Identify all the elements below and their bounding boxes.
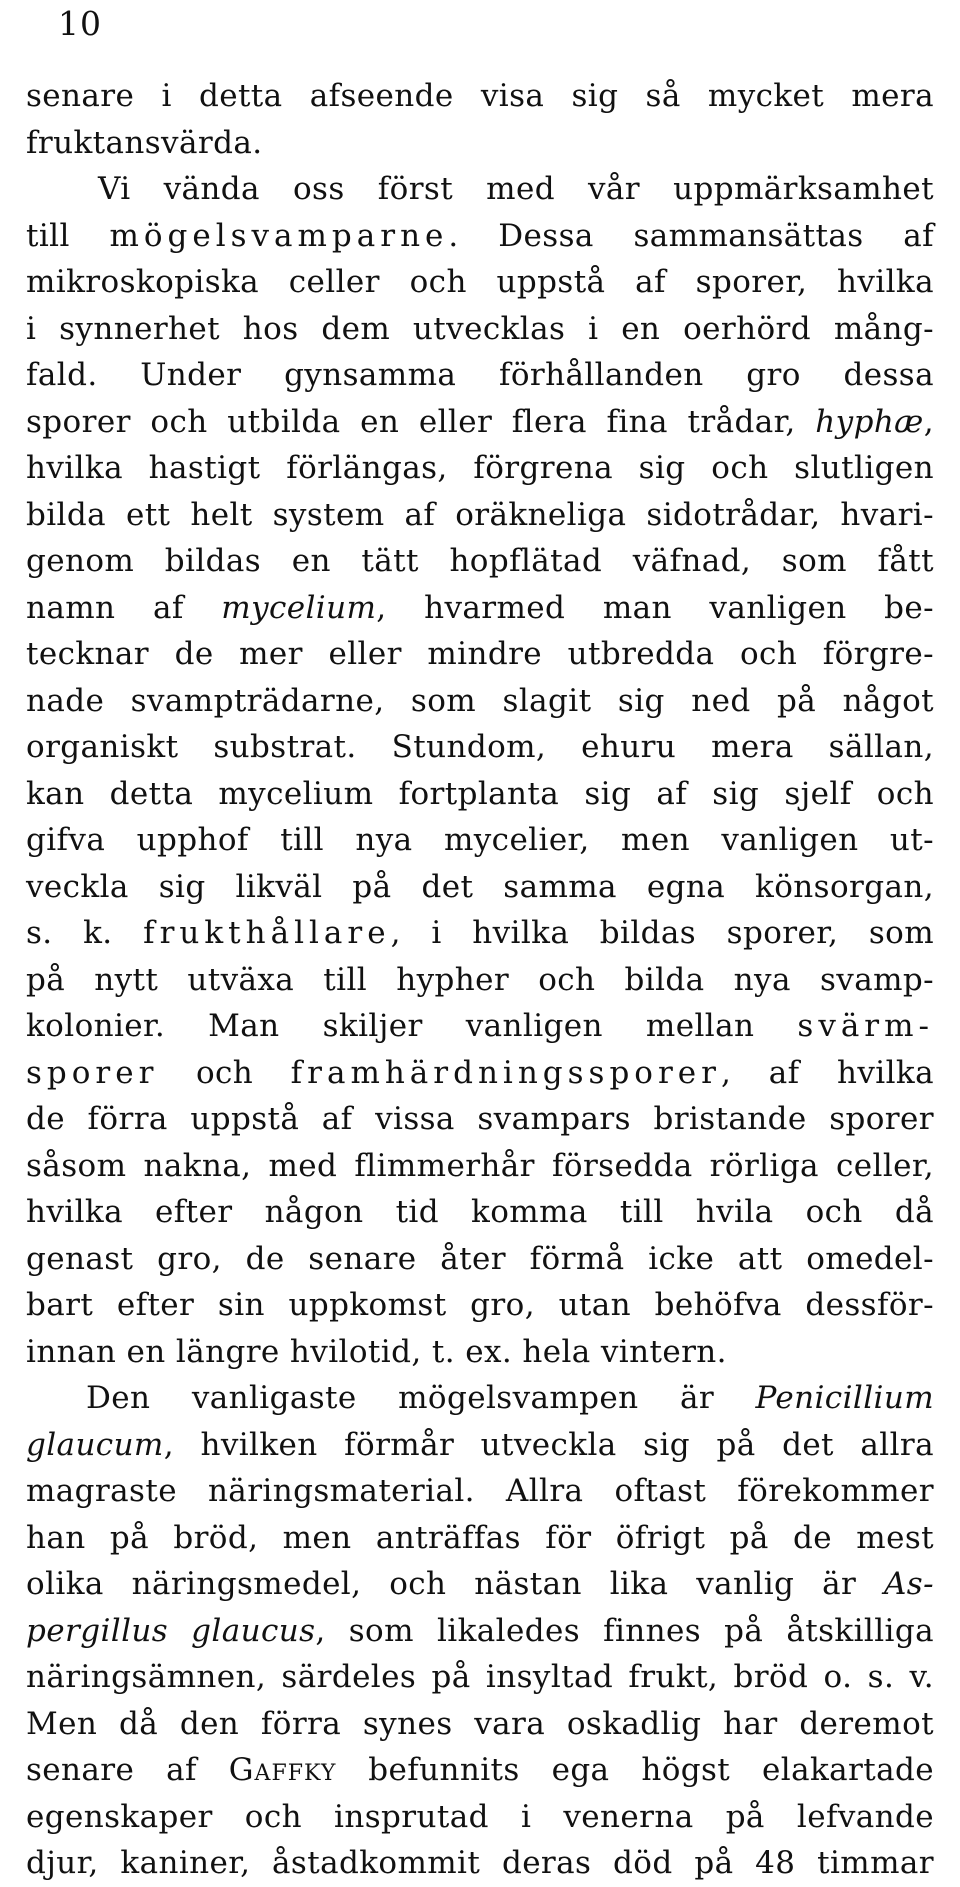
spaced-term: sporer [26, 1054, 159, 1091]
text-line: sporer och framhärdningssporer, af hvilka [26, 1054, 934, 1091]
text-line: pergillus glaucus, som likaledes finnes på åtskilliga [26, 1612, 934, 1649]
text-line: egenskaper och insprutad i venerna på lefvande [26, 1798, 934, 1835]
text-line: veckla sig likväl på det samma egna könsorgan, [26, 868, 934, 905]
text-line: han på bröd, men anträffas för öfrigt på de mest [26, 1519, 934, 1556]
text-line: bilda ett helt system af oräkneliga sidotrådar, hvari- [26, 496, 934, 533]
text-line: tecknar de mer eller mindre utbredda och förgre- [26, 636, 934, 672]
text-line: djur, kaniner, åstadkommit deras död på 48 timmar [26, 1845, 934, 1881]
text-line: senare af Gaffky befunnits ega högst elakartade [26, 1752, 935, 1788]
text-line: kan detta mycelium fortplanta sig af sig sjelf och [26, 775, 934, 812]
text-line: mikroskopiska celler och uppstå af sporer, hvilka [26, 264, 934, 300]
italic-term: glaucum [26, 1426, 164, 1463]
text-line: såsom nakna, med flimmerhår försedda rörliga celler, [26, 1147, 934, 1184]
text-line: genast gro, de senare åter förmå icke att omedel- [26, 1240, 934, 1277]
text-line: fruktansvärda. [26, 124, 263, 161]
small-caps-name: Gaffky [228, 1752, 337, 1788]
spaced-term: mögelsvamparne [109, 217, 449, 254]
text-line: namn af mycelium, hvarmed man vanligen be- [26, 589, 934, 626]
text-line: bart efter sin uppkomst gro, utan behöfva dessför- [26, 1287, 934, 1323]
text-line: Den vanligaste mögelsvampen är Penicillium [86, 1380, 934, 1416]
page-number: 10 [58, 4, 102, 43]
text-line: innan en längre hvilotid, t. ex. hela vintern. [26, 1333, 727, 1370]
text-line: genom bildas en tätt hopflätad väfnad, som fått [26, 543, 934, 579]
text-line: på nytt utväxa till hypher och bilda nya svamp- [26, 961, 934, 998]
text-line: glaucum, hvilken förmår utveckla sig på det allra [26, 1426, 934, 1463]
text-line: fald. Under gynsamma förhållanden gro dessa [26, 357, 934, 393]
text-line: gifva upphof till nya mycelier, men vanligen ut- [26, 822, 934, 858]
text-line: nade svampträdarne, som slagit sig ned på något [26, 682, 934, 719]
italic-term: mycelium [221, 589, 377, 626]
text-line: senare i detta afseende visa sig så mycket mera [26, 78, 934, 114]
text-line: till mögelsvamparne. Dessa sammansättas af [26, 217, 934, 254]
text-line: hvilka hastigt förlängas, förgrena sig och slutligen [26, 450, 934, 486]
text-line: de förra uppstå af vissa svampars bristande sporer [26, 1101, 934, 1137]
text-line: s. k. frukthållare, i hvilka bildas sporer, som [26, 915, 935, 951]
italic-term: pergillus glaucus [26, 1612, 316, 1649]
text-line: Vi vända oss först med vår uppmärksamhet [98, 171, 934, 207]
italic-term: Penicillium [755, 1380, 934, 1416]
text-line: organiskt substrat. Stundom, ehuru mera sällan, [26, 729, 934, 765]
text-line: Men då den förra synes vara oskadlig har deremot [26, 1705, 934, 1742]
text-line: kolonier. Man skiljer vanligen mellan svärm- [26, 1008, 934, 1044]
text-line: sporer och utbilda en eller flera fina trådar, hyphæ, [26, 403, 934, 440]
spaced-term: svärm- [797, 1008, 934, 1044]
spaced-term: frukthållare [143, 915, 391, 951]
italic-term: As- [884, 1566, 934, 1602]
text-line: hvilka efter någon tid komma till hvila och då [26, 1194, 934, 1230]
text-line: i synnerhet hos dem utvecklas i en oerhörd mång- [26, 310, 934, 347]
italic-term: hyphæ [815, 403, 924, 440]
text-line: magraste näringsmaterial. Allra oftast förekommer [26, 1473, 934, 1509]
body-text [26, 73, 934, 1887]
text-line: olika näringsmedel, och nästan lika vanlig är As- [26, 1566, 934, 1602]
spaced-term: framhärdningssporer [290, 1054, 721, 1091]
text-line: näringsämnen, särdeles på insyltad frukt, bröd o. s. v. [26, 1659, 934, 1695]
